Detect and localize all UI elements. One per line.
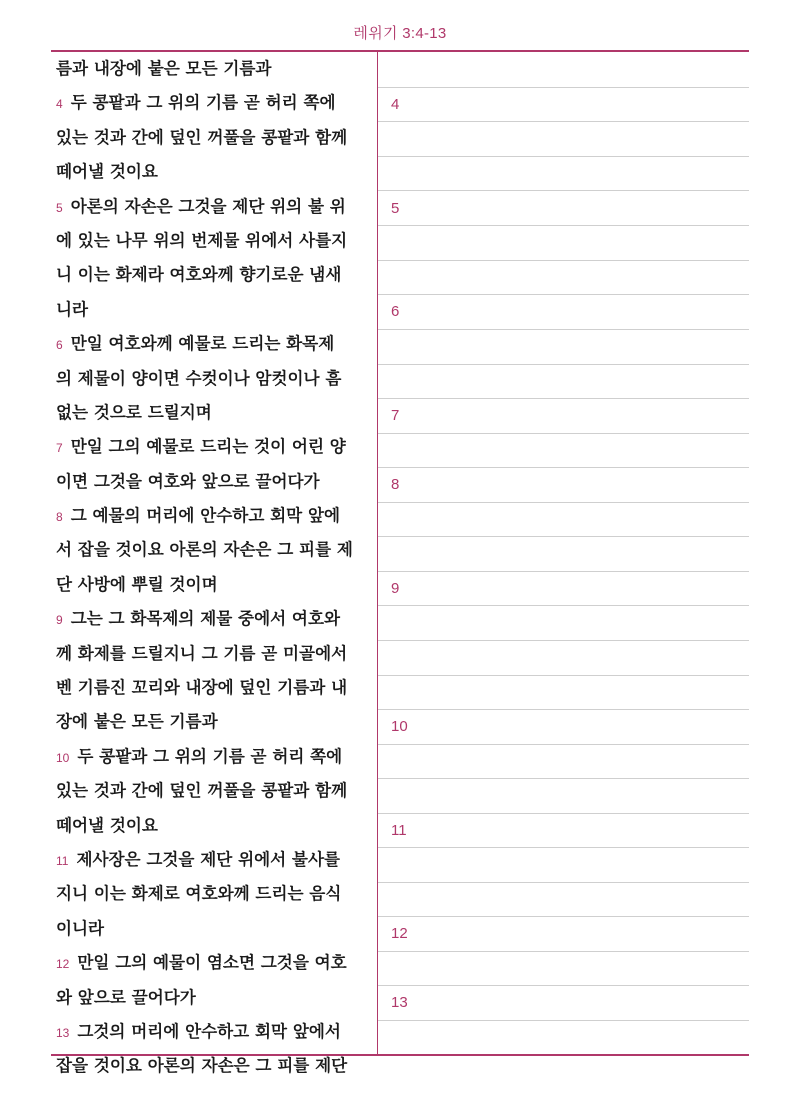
writing-line (378, 985, 749, 986)
writing-line (378, 467, 749, 468)
verse-line-text: 두 콩팥과 그 위의 기름 곧 허리 쪽에 (70, 93, 336, 113)
verse-line-text: 장에 붙은 모든 기름과 (56, 712, 218, 732)
verse-block (56, 843, 372, 946)
writing-line (378, 225, 749, 226)
margin-verse-number: 7 (391, 407, 400, 424)
margin-verse-number: 9 (391, 580, 400, 597)
verse-line-text: 름과 내장에 붙은 모든 기름과 (56, 59, 272, 78)
verse-number: 6 (56, 338, 63, 353)
verse-line (56, 121, 372, 155)
verse-line (56, 224, 372, 258)
margin-verse-number: 10 (391, 718, 408, 735)
verse-line-text: 단 사방에 뿌릴 것이며 (56, 574, 218, 594)
verse-line-text: 떼어낼 것이요 (56, 815, 158, 835)
verse-line (56, 740, 372, 774)
verse-line (56, 430, 372, 464)
verse-block (56, 52, 372, 86)
verse-block (56, 740, 372, 843)
verse-line-text: 께 화제를 드릴지니 그 기름 곧 미골에서 (56, 643, 348, 663)
verse-line-text: 없는 것으로 드릴지며 (56, 402, 212, 422)
writing-line (378, 260, 749, 261)
verse-line (56, 52, 372, 86)
verse-block (56, 86, 372, 189)
verse-line (56, 465, 372, 499)
writing-line (378, 190, 749, 191)
verse-line-text: 니 이는 화제라 여호와께 향기로운 냄새 (56, 265, 342, 285)
page-header: 레위기 3:4-13 (353, 25, 447, 42)
verse-line-text: 에 있는 나무 위의 번제물 위에서 사를지 (56, 230, 348, 250)
verse-line (56, 568, 372, 602)
verse-line (56, 843, 372, 877)
verse-line (56, 602, 372, 636)
writing-line (378, 605, 749, 606)
writing-line (378, 847, 749, 848)
writing-line (378, 640, 749, 641)
verse-line (56, 362, 372, 396)
verse-line (56, 258, 372, 292)
writing-line (378, 329, 749, 330)
verse-line-text: 제사장은 그것을 제단 위에서 불사를 (76, 849, 341, 869)
verse-number: 5 (56, 200, 63, 215)
verse-line (56, 533, 372, 567)
writing-line (378, 294, 749, 295)
verse-line-text: 이니라 (56, 918, 105, 938)
writing-line (378, 675, 749, 676)
writing-line (378, 709, 749, 710)
writing-line (378, 121, 749, 122)
writing-line (378, 744, 749, 745)
writing-line (378, 156, 749, 157)
verse-block (56, 946, 372, 1015)
verse-number: 10 (56, 750, 70, 765)
verse-block (56, 190, 372, 328)
verse-line-text: 만일 여호와께 예물로 드리는 화목제 (70, 334, 335, 354)
writing-line (378, 571, 749, 572)
verse-line (56, 190, 372, 224)
verse-line-text: 있는 것과 간에 덮인 꺼풀을 콩팥과 함께 (56, 781, 348, 801)
writing-line (378, 398, 749, 399)
verse-line (56, 981, 372, 1015)
writing-line (378, 364, 749, 365)
verse-line (56, 877, 372, 911)
writing-line (378, 87, 749, 88)
scripture-text-column (56, 52, 372, 1084)
writing-line (378, 778, 749, 779)
verse-line (56, 155, 372, 189)
writing-line (378, 916, 749, 917)
verse-number: 12 (56, 957, 70, 972)
verse-line-text: 그는 그 화목제의 제물 중에서 여호와 (70, 609, 341, 629)
margin-verse-number: 8 (391, 476, 400, 493)
verse-line (56, 86, 372, 120)
writing-line (378, 951, 749, 952)
margin-verse-number: 6 (391, 303, 400, 320)
verse-line (56, 637, 372, 671)
margin-verse-number: 13 (391, 994, 408, 1011)
writing-line (378, 502, 749, 503)
verse-line (56, 774, 372, 808)
verse-line (56, 1049, 372, 1083)
verse-line-text: 있는 것과 간에 덮인 꺼풀을 콩팥과 함께 (56, 127, 348, 147)
writing-line (378, 813, 749, 814)
verse-number: 8 (56, 510, 63, 525)
verse-line (56, 912, 372, 946)
verse-line-text: 와 앞으로 끌어다가 (56, 987, 196, 1007)
margin-verse-number: 11 (391, 822, 407, 839)
verse-line-text: 만일 그의 예물로 드리는 것이 어린 양 (70, 437, 346, 457)
verse-block (56, 430, 372, 499)
verse-number: 4 (56, 97, 63, 112)
writing-line (378, 1020, 749, 1021)
verse-line (56, 671, 372, 705)
verse-number: 11 (56, 853, 69, 868)
verse-line (56, 396, 372, 430)
verse-line-text: 의 제물이 양이면 수컷이나 암컷이나 흠 (56, 368, 342, 388)
verse-line-text: 그것의 머리에 안수하고 회막 앞에서 (77, 1021, 341, 1041)
verse-block (56, 499, 372, 602)
verse-line-text: 잡을 것이요 아론의 자손은 그 피를 제단 (56, 1056, 348, 1076)
verse-line-text: 아론의 자손은 그것을 제단 위의 불 위 (70, 196, 346, 216)
verse-line-text: 이면 그것을 여호와 앞으로 끌어다가 (56, 471, 320, 491)
verse-block (56, 602, 372, 740)
verse-line (56, 293, 372, 327)
verse-line-text: 떼어낼 것이요 (56, 162, 158, 182)
verse-line (56, 809, 372, 843)
verse-block (56, 327, 372, 430)
verse-line-text: 그 예물의 머리에 안수하고 회막 앞에 (70, 506, 341, 526)
verse-line-text: 서 잡을 것이요 아론의 자손은 그 피를 제 (56, 540, 353, 560)
verse-line-text: 만일 그의 예물이 염소면 그것을 여호 (77, 953, 347, 973)
verse-line (56, 499, 372, 533)
writing-lines (378, 51, 749, 1055)
verse-line-text: 벤 기름진 꼬리와 내장에 덮인 기름과 내 (56, 678, 348, 698)
margin-verse-number: 12 (391, 925, 408, 942)
verse-number: 9 (56, 613, 63, 628)
margin-verse-number: 5 (391, 200, 400, 217)
verse-line (56, 327, 372, 361)
verse-line-text: 지니 이는 화제로 여호와께 드리는 음식 (56, 884, 342, 904)
verse-line (56, 1015, 372, 1049)
verse-line (56, 705, 372, 739)
verse-number: 13 (56, 1025, 70, 1040)
writing-line (378, 882, 749, 883)
verse-block (56, 1015, 372, 1084)
writing-line (378, 433, 749, 434)
margin-verse-number: 4 (391, 96, 400, 113)
writing-line (378, 536, 749, 537)
verse-line-text: 니라 (56, 299, 89, 319)
verse-line (56, 946, 372, 980)
verse-line-text: 두 콩팥과 그 위의 기름 곧 허리 쪽에 (77, 746, 343, 766)
verse-number: 7 (56, 441, 63, 456)
